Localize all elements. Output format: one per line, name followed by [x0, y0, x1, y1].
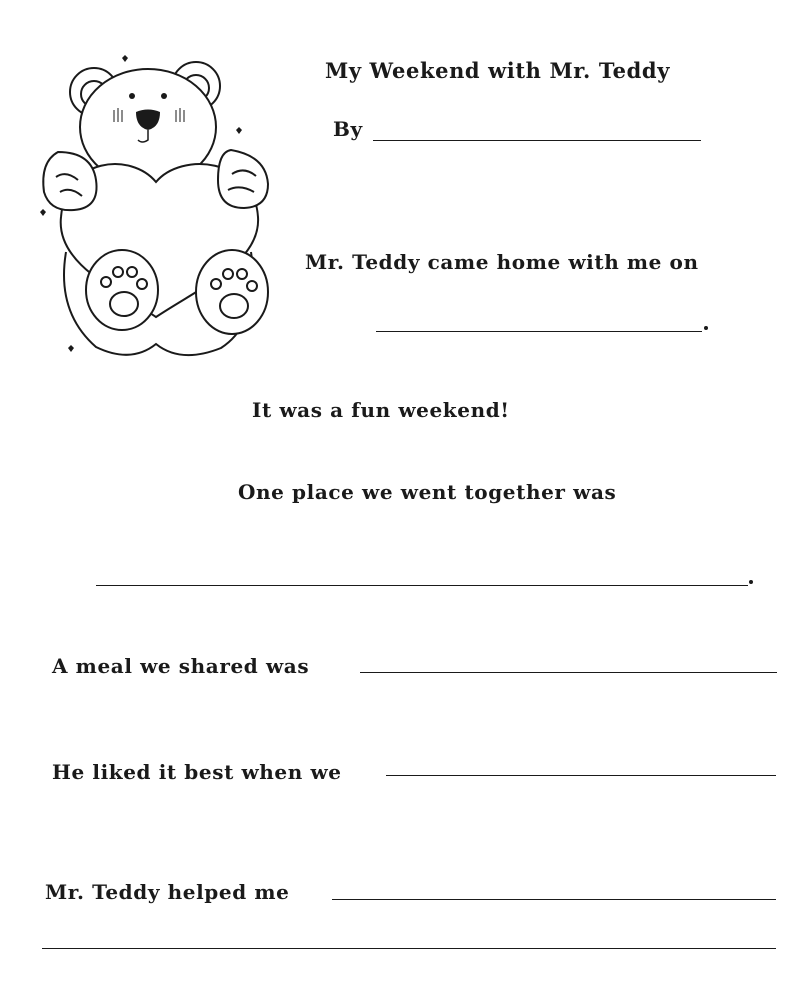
- meal-prompt: A meal we shared was: [52, 654, 310, 678]
- date-line[interactable]: [376, 331, 702, 332]
- helped-line-2[interactable]: [42, 948, 776, 949]
- helped-prompt: Mr. Teddy helped me: [45, 880, 290, 904]
- by-label: By: [333, 117, 363, 141]
- meal-line[interactable]: [360, 672, 777, 673]
- period-dot: [749, 580, 753, 584]
- teddy-bear-illustration: [36, 52, 276, 372]
- period-dot: [704, 326, 708, 330]
- place-prompt: One place we went together was: [238, 480, 617, 504]
- helped-line[interactable]: [332, 899, 776, 900]
- worksheet-title: My Weekend with Mr. Teddy: [325, 58, 671, 83]
- place-line[interactable]: [96, 585, 748, 586]
- fun-weekend-text: It was a fun weekend!: [252, 398, 510, 422]
- liked-prompt: He liked it best when we: [52, 760, 342, 784]
- author-name-line[interactable]: [373, 140, 701, 141]
- came-home-prompt: Mr. Teddy came home with me on: [305, 250, 699, 274]
- liked-line[interactable]: [386, 775, 776, 776]
